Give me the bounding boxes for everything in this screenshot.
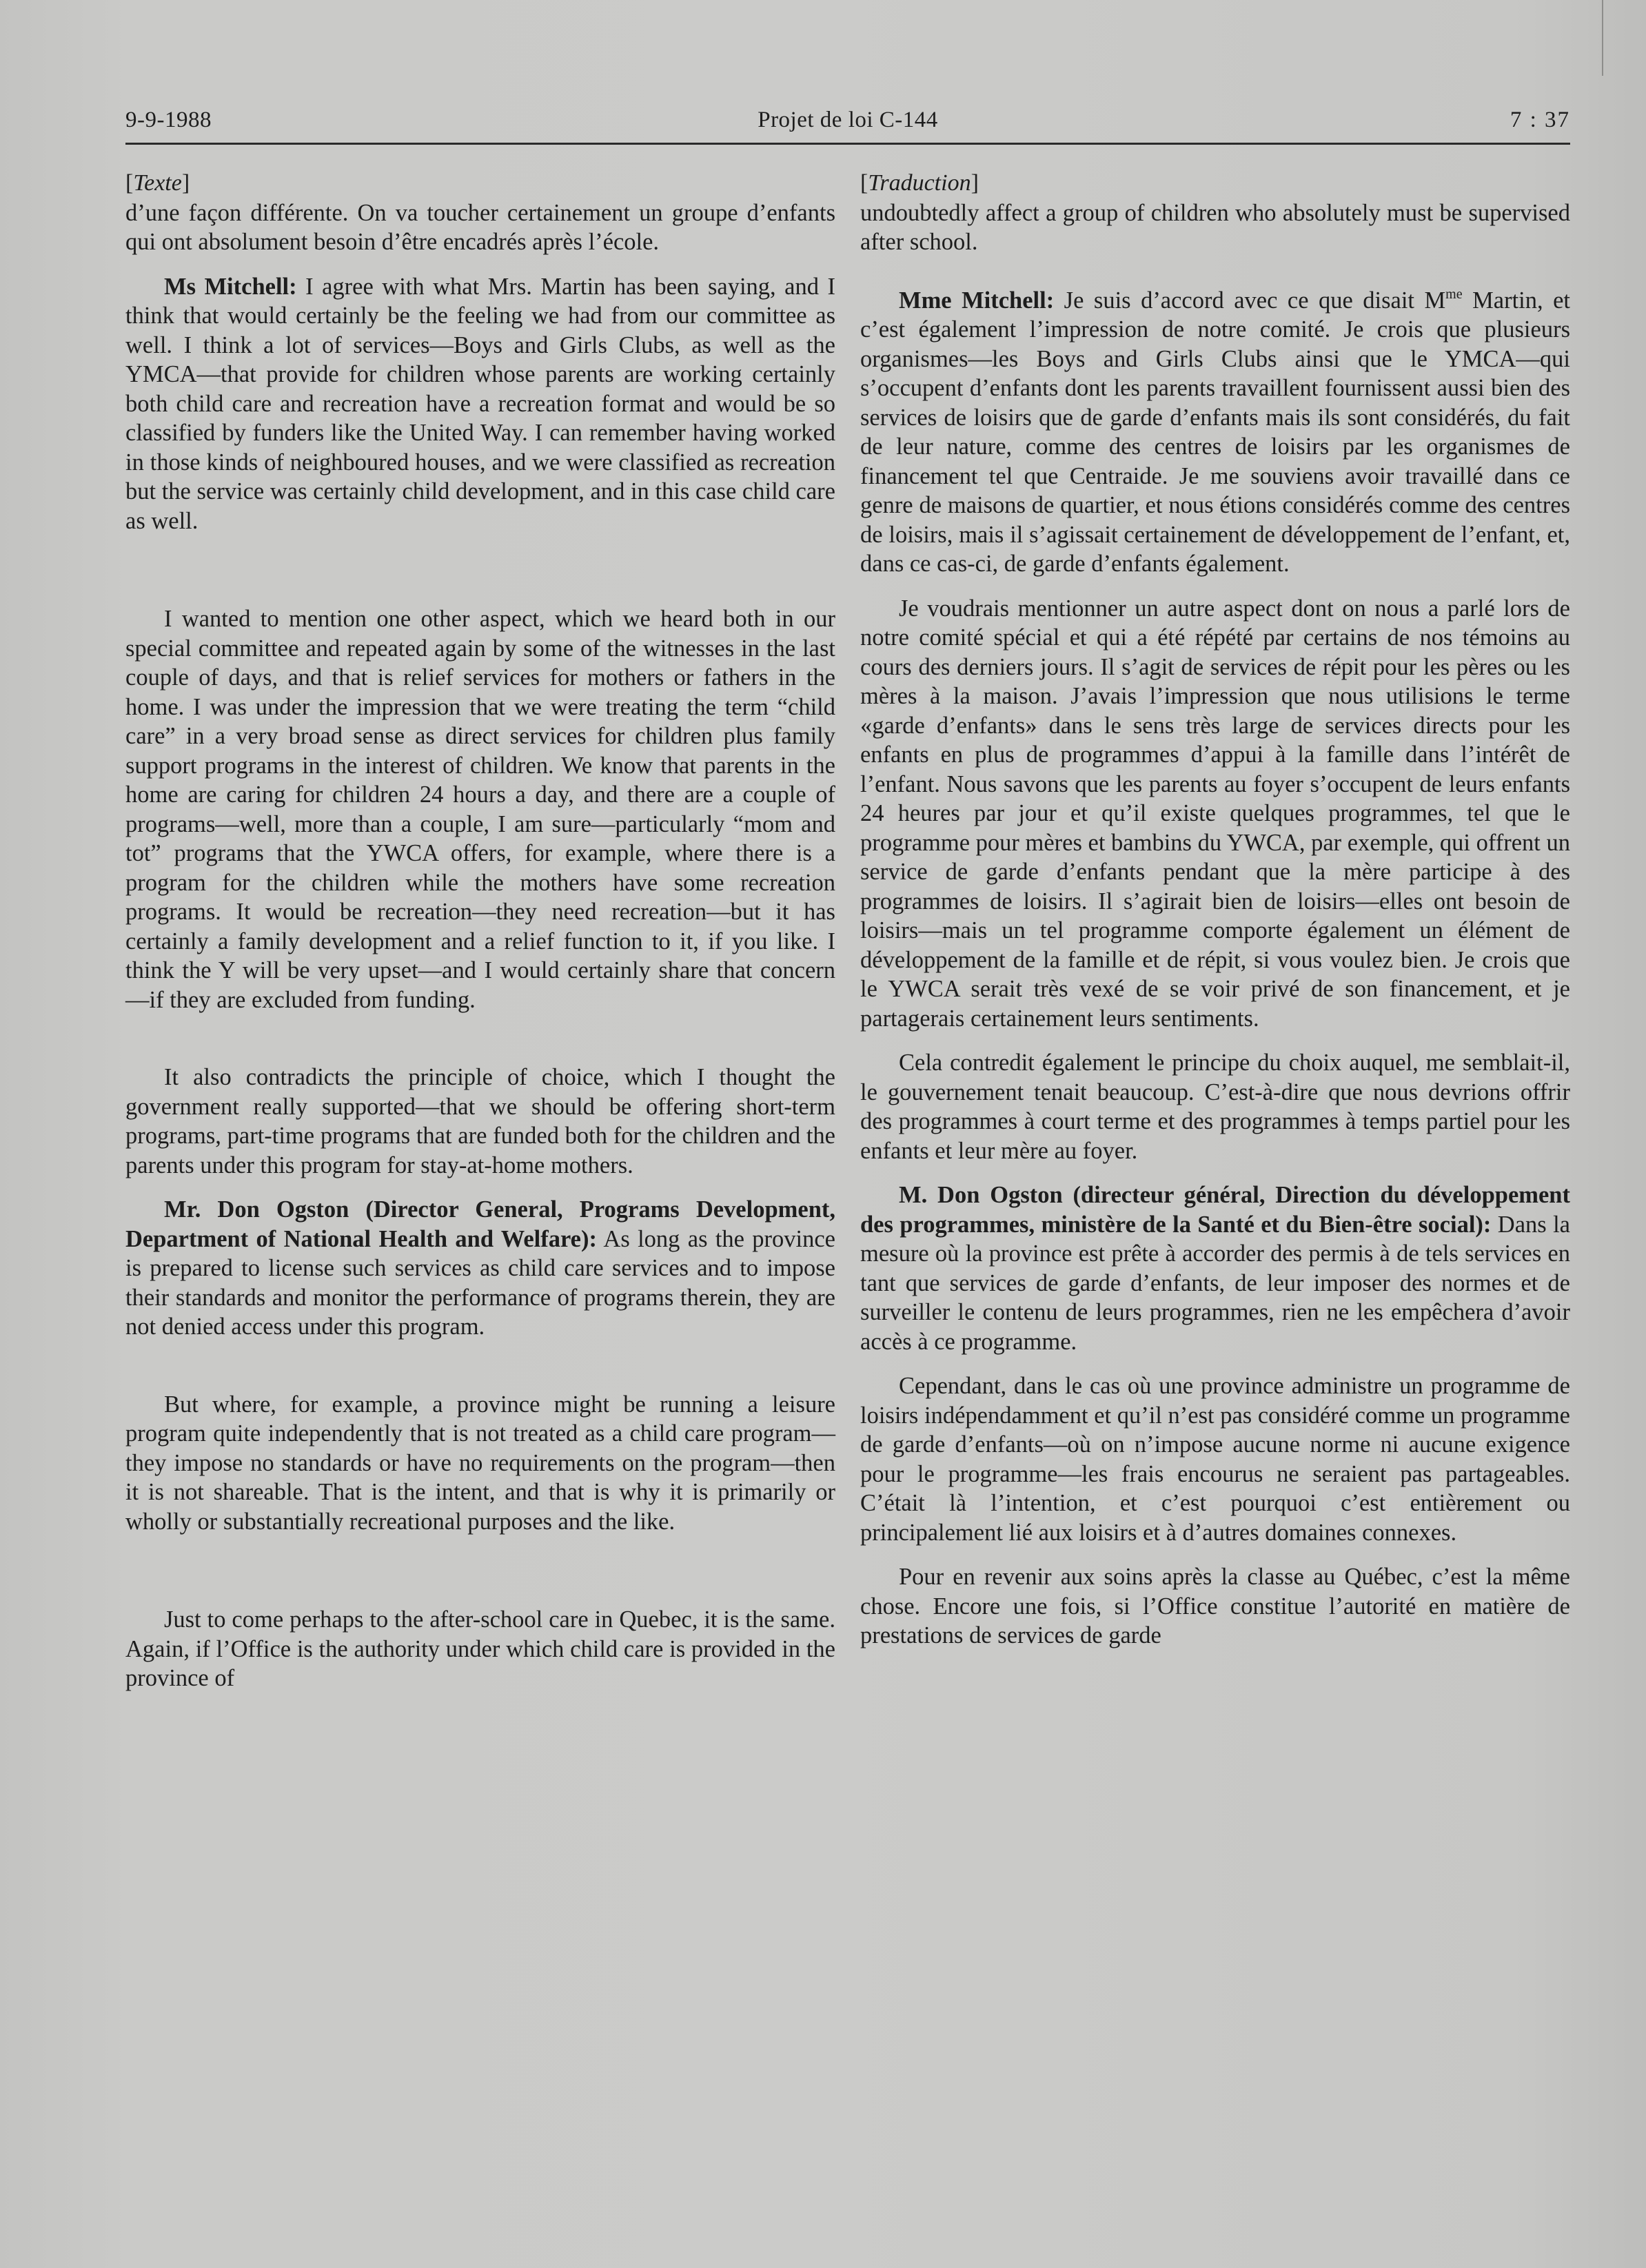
paragraph: Je voudrais mentionner un autre aspect dont on nous a parlé lors de notre comité spécial et qui a été répété par certains de nos témoins au cours des derniers jours. Il s’agit de services de répit pour les pères ou les mères à la maison. J’avais l’impression que nous utilisions le terme «garde d’enfants» dans le sens très large de services directs pour les enfants en plus de programmes d’appui à la famille dans l’intérêt de l’enfant. Nous savons que les parents au foyer s’occupent de leurs enfants 24 heures par jour et qu’il existe quelques programmes, tel que le programme pour mères et bambins du YWCA, par exemple, qui offrent un service de garde d’enfants pendant que la mère participe à des programmes de loisirs. Il s’agirait bien de loisirs—elles ont besoin de loisirs—mais un tel programme comporte également un élément de développement de la famille et de répit, si vous voulez bien. Je crois que le YWCA serait très vexé de se voir privé de son financement, et je partagerais certainement leurs sentiments. <box>860 595 1570 1032</box>
paragraph: It also contradicts the principle of choice, which I thought the government really supported—that we should be offering short-term programs, part-time programs that are funded both for the children and the parents under this program for stay-at-home mothers. <box>125 1064 835 1178</box>
speaker-name: M. Don Ogston (directeur général, Direction du développement des programmes, ministère de la Santé et du Bien-être social): <box>860 1182 1570 1238</box>
paragraph: Ms Mitchell: I agree with what Mrs. Martin has been saying, and I think that would certainly be the feeling we had from our committee as well. I think a lot of services—Boys and Girls Clubs, as well as the YMCA—that provide for children whose parents are working certainly both child care and recreation have a recreation format and would be so classified by funders like the United Way. I can remember having worked in those kinds of neighboured houses, and we were classified as recreation but the service was certainly child development, and in this case child care as well. <box>125 273 835 534</box>
paragraph: I wanted to mention one other aspect, which we heard both in our special committee and repeated again by some of the witnesses in the last couple of days, and that is relief services for mothers or fathers in the home. I was under the impression that we were treating the term “child care” in a very broad sense as direct services for children plus family support programs in the interest of children. We know that parents in the home are caring for children 24 hours a day, and there are a couple of programs—well, more than a couple, I am sure—particularly “mom and tot” programs that the YWCA offers, for example, where there is a program for the children while the mothers have some recreation programs. It would be recreation—they need recreation—but it has certainly a family development and a relief function to it, if you like. I think the Y will be very upset—and I would certainly share that concern—if they are excluded from funding. <box>125 606 835 1013</box>
column-label-traduction: [Traduction] <box>860 170 979 196</box>
header-date: 9-9-1988 <box>125 108 212 132</box>
running-header <box>125 108 1570 143</box>
paragraph: M. Don Ogston (directeur général, Direction du développement des programmes, ministère de la Santé et du Bien-être social): Dans la mesure où la province est prête à accorder des permis à de tels services en tant que services de garde d’enfants, de leur imposer des normes et de surveiller le contenu de leurs programmes, rien ne les empêchera d’avoir accès à ce programme. <box>860 1182 1570 1355</box>
paragraph: undoubtedly affect a group of children who absolutely must be supervised after school. <box>860 199 1570 255</box>
paragraph: Cependant, dans le cas où une province administre un programme de loisirs indépendamment et qu’il n’est pas considéré comme un programme de garde d’enfants—où on n’impose aucune norme ni aucune exigence pour le programme—les frais encourus ne seraient pas partageables. C’était là l’intention, et c’est pourquoi c’est entièrement ou principalement lié aux loisirs et à d’autres domaines connexes. <box>860 1373 1570 1546</box>
paragraph: Just to come perhaps to the after-school care in Quebec, it is the same. Again, if l’Office is the authority under which child care is provided in the province of <box>125 1606 835 1691</box>
paragraph: Mr. Don Ogston (Director General, Programs Development, Department of National Health and Welfare): As long as the province is prepared to license such services as child care services and to impose their standards and monitor the performance of programs therein, they are not denied access under this program. <box>125 1196 835 1340</box>
header-rule <box>125 143 1570 145</box>
paragraph: But where, for example, a province might be running a leisure program quite independently that is not treated as a child care program—they impose no standards or have no requirements on the program—then it is not shareable. That is the intent, and that is why it is primarily or wholly or substantially recreational purposes and the like. <box>125 1391 835 1535</box>
paragraph: d’une façon différente. On va toucher certainement un groupe d’enfants qui ont absolument besoin d’être encadrés après l’école. <box>125 199 835 255</box>
paragraph: Pour en revenir aux soins après la classe au Québec, c’est la même chose. Encore une fois, si l’Office constitue l’autorité en matière de prestations de services de garde <box>860 1564 1570 1648</box>
header-page-number: 7 : 37 <box>1510 108 1570 132</box>
paragraph: Cela contredit également le principe du choix auquel, me semblait-il, le gouvernement tenait beaucoup. C’est-à-dire que nous devrions offrir des programmes à court terme et des programmes à temps partiel pour les enfants et leur mère au foyer. <box>860 1050 1570 1164</box>
english-column <box>125 169 835 1693</box>
header-title: Projet de loi C-144 <box>758 108 938 132</box>
speaker-name: Ms Mitchell: <box>164 273 297 300</box>
edge-mark <box>1602 0 1603 76</box>
speaker-name: Mme Mitchell: <box>899 287 1055 314</box>
speaker-name: Mr. Don Ogston (Director General, Programs Development, Department of National Health and Welfare): <box>125 1196 835 1252</box>
paragraph: Mme Mitchell: Je suis d’accord avec ce que disait $M^{me}$ Martin, et c’est également l’impression de notre comité. Je crois que plusieurs organismes—les Boys and Girls Clubs ainsi que le YMCA—qui s’occupent d’enfants dont les parents travaillent fournissent aussi bien des services de loisirs que de garde d’enfants mais ils sont considérés, du fait de leur nature, comme des centres de loisirs par les organismes de financement tel que Centraide. Je me souviens avoir travaillé dans ce genre de maisons de quartier, et nous étions considérés comme des centres de loisirs, mais il s’agissait certainement de développement de l’enfant, et, dans ce cas-ci, de garde d’enfants également. <box>860 286 1570 577</box>
column-label-texte: [Texte] <box>125 170 190 196</box>
french-column <box>860 169 1570 1651</box>
